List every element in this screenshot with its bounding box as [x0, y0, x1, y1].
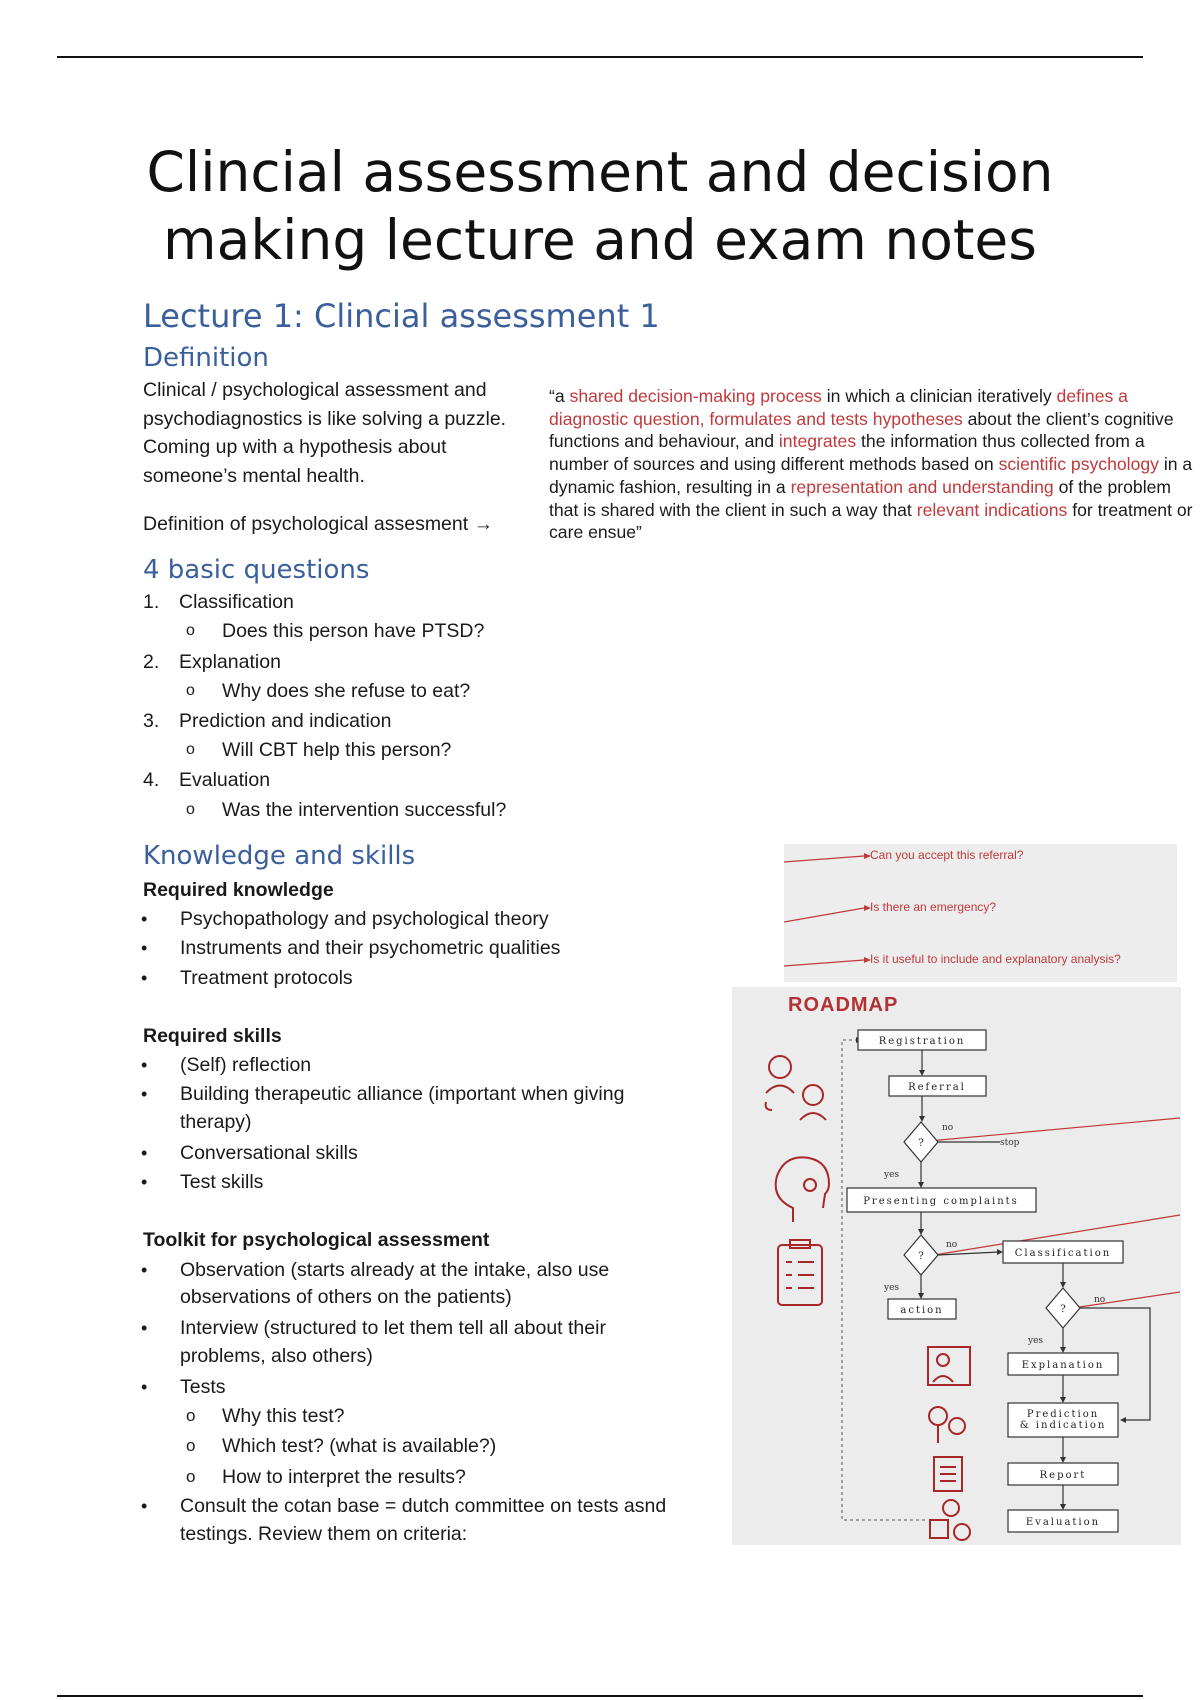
list-item-continuation: observations of others on the patients) [180, 1286, 512, 1308]
definition-line: Coming up with a hypothesis about [143, 436, 447, 458]
roadmap-question: Can you accept this referral? [870, 848, 1024, 862]
branch-label: no [946, 1240, 958, 1250]
quote-text: in a dynamic fashion, resulting in a [549, 454, 1193, 497]
question-number: 4. [143, 769, 160, 791]
bullet-icon: • [141, 909, 148, 929]
circle-bullet-icon: o [186, 1467, 196, 1486]
quote-text: for treatment or care ensue” [549, 499, 1193, 543]
roadmap-question: Is it useful to include and explanatory analysis? [870, 952, 1121, 966]
list-item: Tests [180, 1376, 226, 1398]
list-item: Interview (structured to let them tell all about their [180, 1317, 606, 1339]
box-label: Registration [878, 1036, 966, 1047]
box-label: Prediction [1026, 1409, 1100, 1420]
circle-bullet-icon: o [186, 622, 195, 639]
list-subitem: How to interpret the results? [222, 1466, 466, 1488]
list-item: Observation (starts already at the intake, also use [180, 1259, 610, 1281]
branch-label: stop [1000, 1138, 1020, 1148]
box-label: Evaluation [1025, 1517, 1101, 1528]
definition-heading: Definition [143, 343, 269, 373]
circle-bullet-icon: o [186, 682, 195, 699]
arrowhead-icon [918, 1182, 924, 1188]
list-item: Building therapeutic alliance (important when giving [180, 1083, 625, 1105]
box-label: & indication [1019, 1420, 1107, 1431]
bullet-icon: • [141, 1318, 148, 1338]
question-example: Will CBT help this person? [222, 739, 452, 761]
bullet-icon: • [141, 1084, 148, 1104]
knowledge-heading: Knowledge and skills [143, 841, 416, 871]
toolkit-label: Toolkit for psychological assessment [143, 1229, 490, 1251]
definition-line: someone’s mental health. [143, 464, 365, 487]
arrowhead-icon [919, 1116, 925, 1122]
roadmap-question: Is there an emergency? [870, 900, 997, 914]
consultation-icon [928, 1347, 970, 1385]
list-item: Consult the cotan base = dutch committee on tests asnd [180, 1495, 667, 1517]
arrowhead-icon [1060, 1457, 1066, 1463]
question-link-line [1073, 1292, 1180, 1308]
bullet-icon: • [141, 1260, 148, 1280]
box-label: action [900, 1305, 944, 1316]
arrowhead-icon [1060, 1282, 1066, 1288]
decision-label: ? [1060, 1304, 1066, 1315]
definition-line: Clinical / psychological assessment and [143, 379, 487, 401]
circle-bullet-icon: o [186, 1436, 196, 1455]
circle-bullet-icon: o [186, 1406, 196, 1425]
list-item-continuation: therapy) [180, 1111, 252, 1133]
document-title-line-2: making lecture and exam notes [163, 208, 1037, 272]
bullet-icon: • [141, 938, 148, 958]
required-knowledge-label: Required knowledge [143, 879, 334, 901]
question-label: Evaluation [179, 769, 271, 791]
bullet-icon: • [141, 1172, 148, 1192]
quote-text: about the client’s cognitive functions and behaviour, and [549, 408, 1174, 452]
question-label: Explanation [179, 651, 281, 673]
list-subitem: Which test? (what is available?) [222, 1435, 497, 1457]
box-label: Classification [1014, 1248, 1112, 1259]
definition-pointer: Definition of psychological assesment → [143, 513, 494, 535]
quote-text: “a [549, 386, 570, 406]
bullet-icon: • [141, 968, 148, 988]
definition-line: psychodiagnostics is like solving a puzzle. [143, 407, 507, 430]
box-label: Explanation [1021, 1360, 1105, 1371]
question-label: Classification [179, 591, 294, 613]
list-item-continuation: problems, also others) [180, 1345, 373, 1367]
quote-highlight: representation and understanding [790, 476, 1054, 497]
checklist-icon [778, 1240, 822, 1305]
bullet-icon: • [141, 1377, 148, 1397]
question-example: Does this person have PTSD? [222, 620, 485, 642]
bullet-icon: • [141, 1496, 148, 1516]
list-item: Psychopathology and psychological theory [180, 908, 549, 930]
branch-label: yes [1028, 1336, 1044, 1346]
question-example: Was the intervention successful? [222, 799, 507, 821]
list-item-continuation: testings. Review them on criteria: [180, 1523, 468, 1545]
box-label: Presenting complaints [863, 1196, 1019, 1207]
branch-label: yes [884, 1170, 900, 1180]
research-icon [929, 1407, 965, 1443]
circle-bullet-icon: o [186, 801, 195, 818]
arrowhead-icon [997, 1249, 1003, 1255]
document-title-line-1: Clincial assessment and decision [146, 140, 1054, 204]
branch-label: no [1094, 1295, 1106, 1305]
arrowhead-icon [919, 1070, 925, 1076]
roadmap-icons [766, 1056, 970, 1540]
question-label: Prediction and indication [179, 710, 392, 732]
arrowhead-icon [1120, 1417, 1126, 1423]
arrowhead-icon [1060, 1347, 1066, 1353]
quote-highlight: defines a diagnostic question, formulates and tests hypotheses [549, 386, 1128, 429]
arrowhead-icon [1060, 1397, 1066, 1403]
quote-highlight: integrates [778, 431, 857, 452]
question-example: Why does she refuse to eat? [222, 680, 471, 702]
people-referral-icon [766, 1056, 826, 1120]
bullet-icon: • [141, 1055, 148, 1075]
box-label: Report [1039, 1470, 1087, 1481]
decision-label: ? [918, 1138, 924, 1149]
box-label: Referral [908, 1082, 966, 1093]
question-number: 2. [143, 651, 160, 673]
list-item: (Self) reflection [180, 1054, 312, 1076]
list-item: Test skills [180, 1171, 264, 1193]
quote-text: the information thus collected from a number of sources and using different methods based on [549, 431, 1145, 475]
bullet-icon: • [141, 1143, 148, 1163]
arrowhead-icon [918, 1293, 924, 1299]
document-report-icon [934, 1457, 962, 1491]
arrowhead-icon [918, 1229, 924, 1235]
feedback-loop-line [842, 1040, 925, 1520]
quote-highlight: shared decision-making process [569, 386, 822, 406]
lecture-heading: Lecture 1: Clincial assessment 1 [143, 297, 660, 335]
quote-text: of the problem that is shared with the client in such a way that [549, 476, 1172, 520]
decision-label: ? [918, 1251, 924, 1262]
basic-questions-heading: 4 basic questions [143, 555, 370, 585]
bottom-rule [57, 1695, 1143, 1697]
required-skills-label: Required skills [143, 1025, 282, 1047]
list-item: Instruments and their psychometric qualities [180, 937, 561, 959]
quote-text: in which a clinician iteratively [821, 386, 1057, 406]
branch-label: no [942, 1123, 954, 1133]
list-item: Treatment protocols [180, 967, 353, 989]
list-subitem: Why this test? [222, 1405, 345, 1427]
question-number: 1. [143, 591, 160, 613]
list-item: Conversational skills [180, 1142, 358, 1164]
flow-arrowheads [918, 1070, 1126, 1510]
evaluation-person-icon [930, 1500, 970, 1540]
quote-highlight: scientific psychology [998, 454, 1159, 475]
circle-bullet-icon: o [186, 741, 195, 758]
roadmap-title: ROADMAP [788, 994, 899, 1016]
quote-highlight: relevant indications [916, 499, 1068, 520]
branch-label: yes [884, 1283, 900, 1293]
arrowhead-icon [1060, 1504, 1066, 1510]
question-link-line [918, 1118, 1180, 1142]
head-thought-icon [776, 1157, 829, 1222]
question-number: 3. [143, 710, 160, 732]
